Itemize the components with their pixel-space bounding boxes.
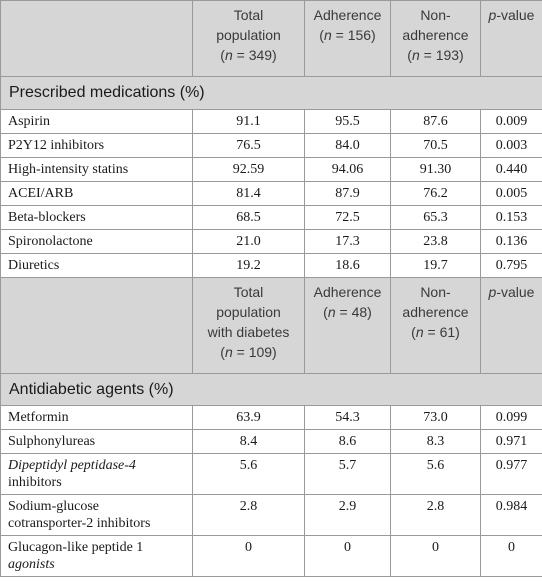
table-row (1, 254, 542, 278)
cell-adherence: 18.6 (305, 254, 391, 278)
cell-total: 0 (193, 536, 305, 577)
cell-total: 19.2 (193, 254, 305, 278)
cell-p-value: 0.009 (481, 110, 542, 134)
cell-total: 91.1 (193, 110, 305, 134)
row-label: Dipeptidyl peptidase-4 inhibitors (1, 454, 193, 495)
cell-p-value: 0.003 (481, 134, 542, 158)
table-row (1, 110, 542, 134)
cell-p-value: 0.971 (481, 430, 542, 454)
cell-p-value: 0 (481, 536, 542, 577)
header-non-adherence: Non- adherence (n = 61) (391, 278, 481, 374)
cell-adherence: 95.5 (305, 110, 391, 134)
header-total-population-diabetes: Total population with diabetes (n = 109) (193, 278, 305, 374)
cell-total: 63.9 (193, 406, 305, 430)
section-title: Antidiabetic agents (%) (1, 374, 542, 406)
cell-p-value: 0.977 (481, 454, 542, 495)
cell-adherence: 8.6 (305, 430, 391, 454)
row-label: ACEI/ARB (1, 182, 193, 206)
header-adherence: Adherence (n = 156) (305, 1, 391, 77)
cell-adherence: 87.9 (305, 182, 391, 206)
cell-adherence: 5.7 (305, 454, 391, 495)
header-non-adherence: Non- adherence (n = 193) (391, 1, 481, 77)
row-label: High-intensity statins (1, 158, 193, 182)
cell-adherence: 84.0 (305, 134, 391, 158)
cell-non-adherence: 23.8 (391, 230, 481, 254)
row-label: Spironolactone (1, 230, 193, 254)
header-total-population: Total population (n = 349) (193, 1, 305, 77)
row-label: P2Y12 inhibitors (1, 134, 193, 158)
table-row (1, 495, 542, 536)
header-adherence: Adherence (n = 48) (305, 278, 391, 374)
row-label: Aspirin (1, 110, 193, 134)
section-title: Prescribed medications (%) (1, 77, 542, 110)
cell-total: 21.0 (193, 230, 305, 254)
cell-non-adherence: 73.0 (391, 406, 481, 430)
cell-non-adherence: 65.3 (391, 206, 481, 230)
header-p-value: p-value (481, 278, 542, 374)
cell-adherence: 72.5 (305, 206, 391, 230)
row-label: Sodium-glucose cotransporter-2 inhibitors (1, 495, 193, 536)
cell-non-adherence: 8.3 (391, 430, 481, 454)
cell-adherence: 2.9 (305, 495, 391, 536)
cell-total: 5.6 (193, 454, 305, 495)
cell-non-adherence: 2.8 (391, 495, 481, 536)
section-row (1, 77, 542, 110)
header-empty-cell (1, 1, 193, 77)
table-row (1, 230, 542, 254)
table-row (1, 536, 542, 577)
header-row (1, 1, 542, 77)
cell-adherence: 54.3 (305, 406, 391, 430)
cell-non-adherence: 5.6 (391, 454, 481, 495)
table-row (1, 134, 542, 158)
cell-non-adherence: 91.30 (391, 158, 481, 182)
header-p-value: p-value (481, 1, 542, 77)
cell-total: 68.5 (193, 206, 305, 230)
row-label: Diuretics (1, 254, 193, 278)
table-row (1, 182, 542, 206)
table-row (1, 158, 542, 182)
cell-p-value: 0.984 (481, 495, 542, 536)
cell-total: 2.8 (193, 495, 305, 536)
table-row (1, 430, 542, 454)
table-row (1, 206, 542, 230)
cell-adherence: 0 (305, 536, 391, 577)
cell-total: 76.5 (193, 134, 305, 158)
cell-p-value: 0.099 (481, 406, 542, 430)
table-row (1, 454, 542, 495)
header-row (1, 278, 542, 374)
row-label: Glucagon-like peptide 1 agonists (1, 536, 193, 577)
cell-p-value: 0.005 (481, 182, 542, 206)
cell-p-value: 0.153 (481, 206, 542, 230)
cell-total: 81.4 (193, 182, 305, 206)
cell-non-adherence: 0 (391, 536, 481, 577)
table-row (1, 406, 542, 430)
header-empty-cell (1, 278, 193, 374)
cell-p-value: 0.136 (481, 230, 542, 254)
cell-non-adherence: 87.6 (391, 110, 481, 134)
cell-non-adherence: 76.2 (391, 182, 481, 206)
cell-non-adherence: 70.5 (391, 134, 481, 158)
row-label: Beta-blockers (1, 206, 193, 230)
row-label: Sulphonylureas (1, 430, 193, 454)
cell-adherence: 17.3 (305, 230, 391, 254)
cell-p-value: 0.440 (481, 158, 542, 182)
cell-non-adherence: 19.7 (391, 254, 481, 278)
cell-adherence: 94.06 (305, 158, 391, 182)
cell-total: 92.59 (193, 158, 305, 182)
cell-total: 8.4 (193, 430, 305, 454)
row-label: Metformin (1, 406, 193, 430)
section-row (1, 374, 542, 406)
cell-p-value: 0.795 (481, 254, 542, 278)
